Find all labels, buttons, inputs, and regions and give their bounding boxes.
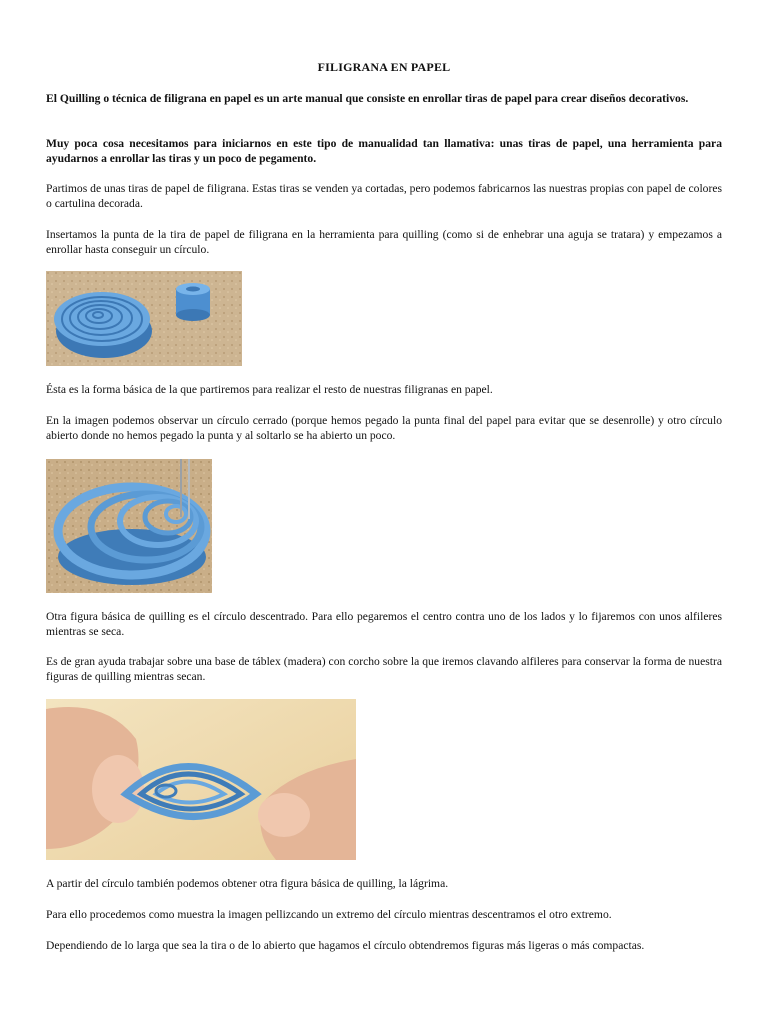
paragraph-closed-open-circle: En la imagen podemos observar un círculo cerrado (porque hemos pegado la punta final del papel para evitar que se desenrolle) y otro círculo abierto donde no hemos pegado la punta y al soltarlo se ha abierto un poco. xyxy=(46,414,722,442)
paragraph-strips: Partimos de unas tiras de papel de filigrana. Estas tiras se venden ya cortadas, pero podemos fabricarnos las nuestras propias con papel de colores o cartulina decorada. xyxy=(46,182,722,210)
intro-paragraph-2: Muy poca cosa necesitamos para iniciarnos en este tipo de manualidad tan llamativa: unas tiras de papel, una herramienta para ayudarnos a enrollar las tiras y un poco de pegamento. xyxy=(46,137,722,165)
paragraph-cork-base: Es de gran ayuda trabajar sobre una base de táblex (madera) con corcho sobre la que iremos clavando alfileres para conservar la forma de nuestra figuras de quilling mientras secan. xyxy=(46,655,722,683)
photo-closed-open-coils xyxy=(46,271,242,366)
intro-paragraph-1: El Quilling o técnica de filigrana en papel es un arte manual que consiste en enrollar tiras de papel para crear diseños decorativos. xyxy=(46,92,689,105)
paragraph-basic-shape: Ésta es la forma básica de la que partiremos para realizar el resto de nuestras filigranas en papel. xyxy=(46,383,493,396)
paragraph-offcenter-circle: Otra figura básica de quilling es el círculo descentrado. Para ello pegaremos el centro contra uno de los lados y lo fijaremos con unos alfileres mientras se seca. xyxy=(46,610,722,638)
paragraph-strip-length: Dependiendo de lo larga que sea la tira o de lo abierto que hagamos el círculo obtendremos figuras más ligeras o más compactas. xyxy=(46,939,645,952)
paragraph-pinch: Para ello procedemos como muestra la imagen pellizcando un extremo del círculo mientras descentramos el otro extremo. xyxy=(46,908,612,921)
paragraph-teardrop: A partir del círculo también podemos obtener otra figura básica de quilling, la lágrima. xyxy=(46,877,449,890)
document-title: FILIGRANA EN PAPEL xyxy=(317,60,451,74)
paragraph-tool: Insertamos la punta de la tira de papel de filigrana en la herramienta para quilling (como si de enhebrar una aguja se tratara) y empezamos a enrollar hasta conseguir un círculo. xyxy=(46,228,722,256)
photo-offcenter-coil xyxy=(46,459,212,593)
photo-teardrop-pinch xyxy=(46,699,356,860)
